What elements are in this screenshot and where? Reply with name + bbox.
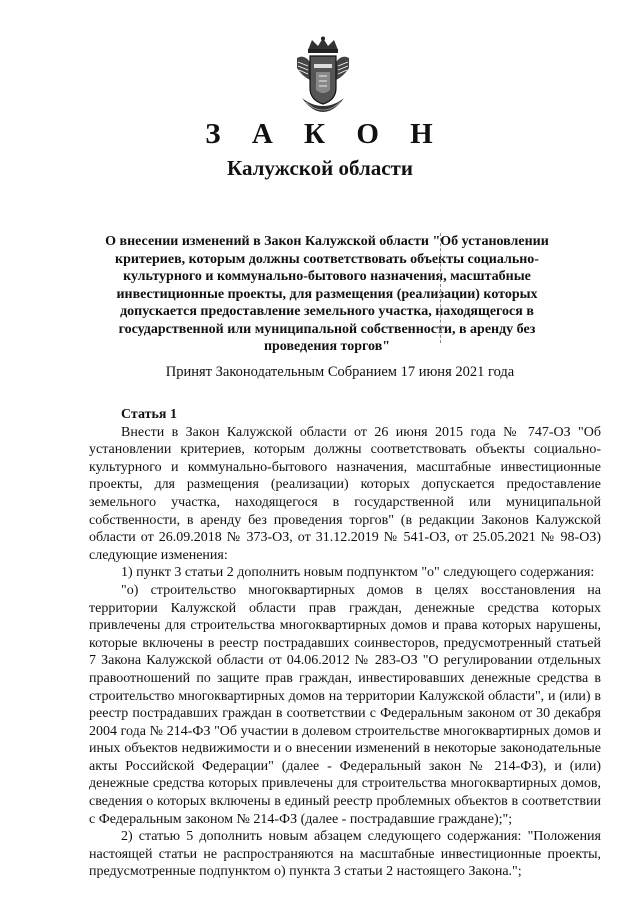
law-subject: О внесении изменений в Закон Калужской области "Об установлении критериев, которым должны соответствовать объекты социально-культурного и коммунально-бытового назначения, масштабные инвестиционные проекты, для размещения (реализации) которых допускается предоставление земельного участка, находящегося в государственной или муниципальной собственности, в аренду без проведения торгов" [105,234,549,354]
adoption-date-line: Принят Законодательным Собранием 17 июня 2021 года [165,364,515,380]
body-paragraph: Внести в Закон Калужской области от 26 июня 2015 года № 747-ОЗ "Об установлении критериев, которым должны соответствовать объекты социально-культурного и коммунально-бытового назначения, масштабные инвестиционные проекты, для размещения (реализации) которых допускается предоставление земельного участка, находящегося в государственной или муниципальной собственности, в аренду без проведения торгов" (в редакции Законов Калужской области от 26.09.2018 № 373-ОЗ, от 31.12.2019 № 541-ОЗ, от 25.05.2021 № 98-ОЗ) следующие изменения: [89,424,601,563]
article-heading: Статья 1 [121,407,177,422]
coat-of-arms-emblem [294,36,352,116]
document-title: З А К О Н [205,118,445,150]
body-paragraph: 1) пункт 3 статьи 2 дополнить новым подпунктом "о" следующего содержания: [121,565,595,581]
scan-fold-mark [440,233,441,343]
document-region: Калужской области [227,156,413,180]
body-paragraph: 2) статью 5 дополнить новым абзацем следующего содержания: "Положения настоящей статьи не распространяются на масштабные инвестиционные проекты, предусмотренные подпунктом о) пункта 3 статьи 2 настоящего Закона."; [89,829,601,880]
body-paragraph: "о) строительство многоквартирных домов в целях восстановления на территории Калужской области прав граждан, денежные средства которых привлечены для строительства многоквартирных домов и права которых нарушены, которые включены в реестр пострадавших соинвесторов, предусмотренный статьей 7 Закона Калужской области от 04.06.2012 № 283-ОЗ "О регулировании отдельных правоотношений по защите прав граждан, инвестировавших денежные средства в строительство многоквартирных домов на территории Калужской области", и (или) в реестр пострадавших граждан в соответствии с Федеральным законом от 30 декабря 2004 года № 214-ФЗ "Об участии в долевом строительстве многоквартирных домов и иных объектов недвижимости и о внесении изменений в некоторые законодательные акты Российской Федерации" (далее - Федеральный закон № 214-ФЗ), и (или) денежные средства которых привлечены для строительства многоквартирных домов, сведения о которых включены в единый реестр проблемных объектов в соответствии с Федеральным законом № 214-ФЗ (далее - пострадавшие граждане);"; [89,582,601,827]
document-body [89,406,601,881]
